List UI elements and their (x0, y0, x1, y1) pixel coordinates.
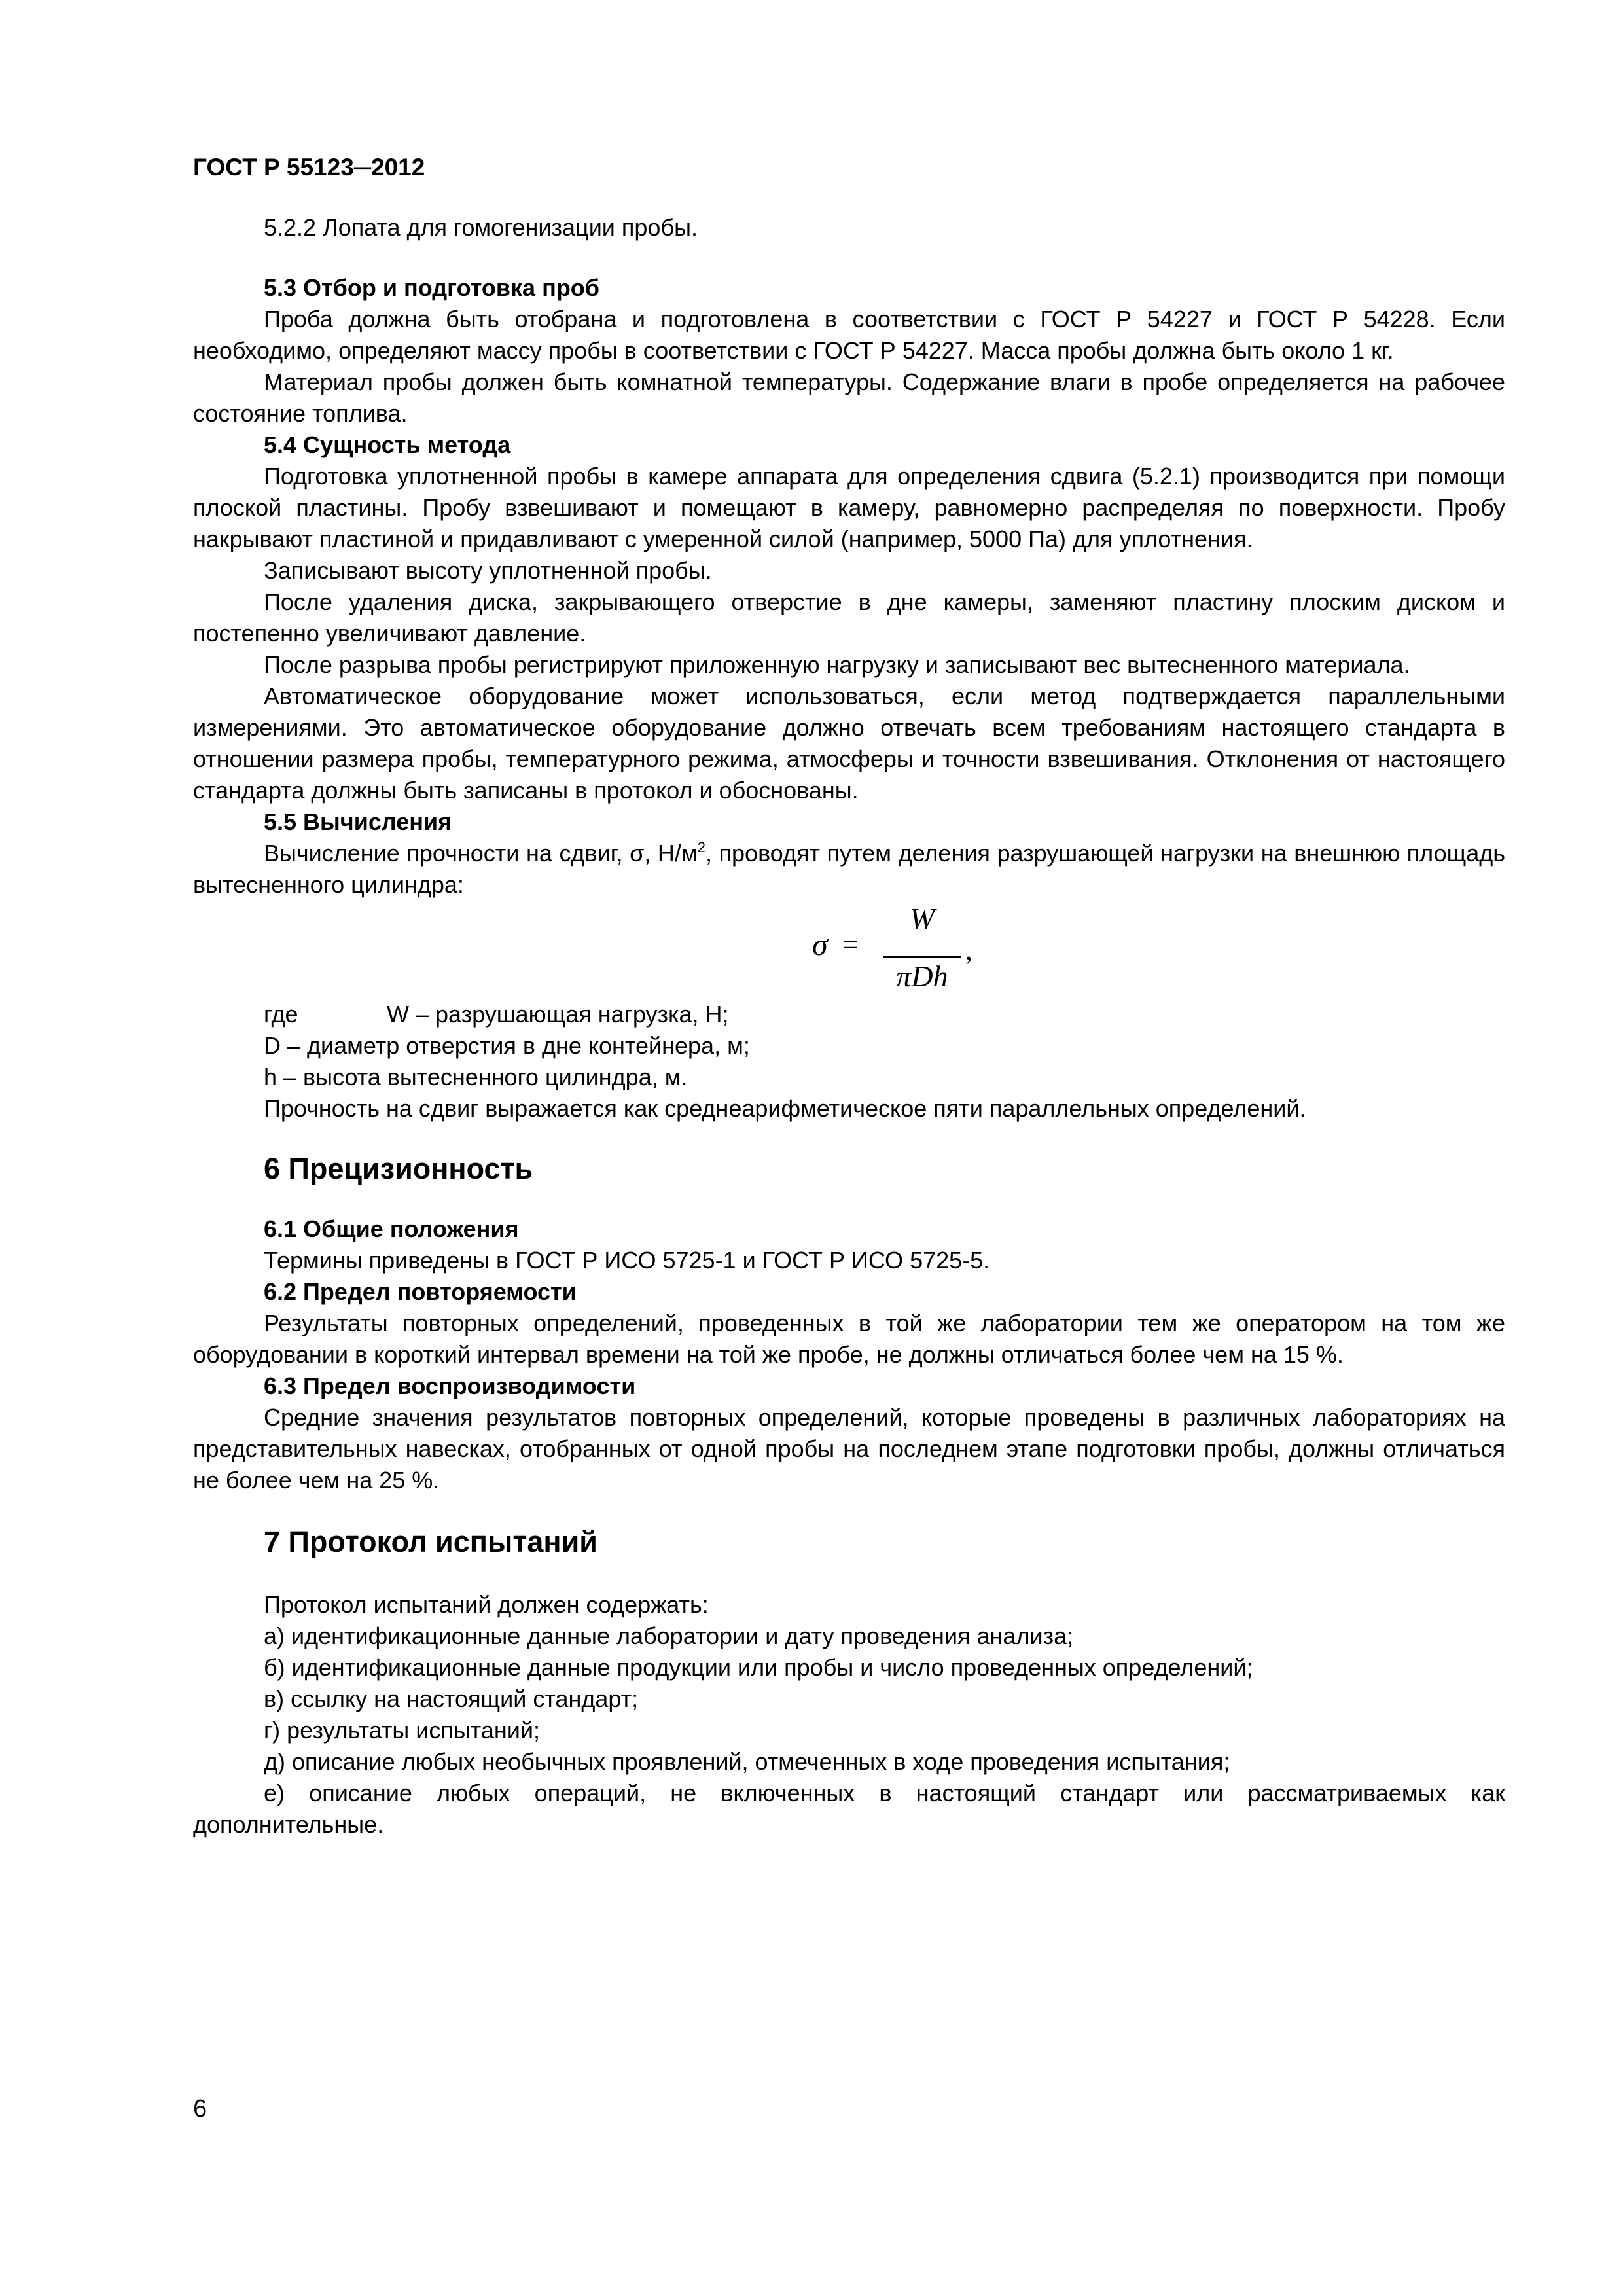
protocol-intro: Протокол испытаний должен содержать: (264, 1591, 709, 1618)
intro-text-a: Вычисление прочности на сдвиг, σ, Н/м (264, 840, 698, 867)
section-5-4-paragraph: После удаления диска, закрывающего отверстие в дне камеры, заменяют пластину плоским диском и постепенно увеличивают давление. (193, 588, 1505, 647)
item-5-2-2: 5.2.2 Лопата для гомогенизации пробы. (264, 214, 698, 241)
section-5-3-title: 5.3 Отбор и подготовка проб (264, 274, 600, 301)
section-5-4-paragraph: После разрыва пробы регистрируют приложенную нагрузку и записывают вес вытесненного материала. (264, 651, 1410, 678)
section-5-4-paragraph: Подготовка уплотненной пробы в камере аппарата для определения сдвига (5.2.1) производится при помощи плоской пластины. Пробу взвешивают и помещают в камеру, равномерно распределяя по поверхности. Пробу накрывают пластиной и придавливают с умеренной силой (например, 5000 Па) для уплотнения. (193, 463, 1505, 552)
protocol-list-item: е) описание любых операций, не включенных в настоящий стандарт или рассматриваемых как дополнительные. (193, 1780, 1505, 1838)
page-number: 6 (193, 2095, 207, 2123)
unit-superscript: 2 (697, 839, 705, 855)
formula-comma: , (965, 934, 972, 966)
document-page (193, 152, 1505, 1840)
document-header: ГОСТ Р 55123─2012 (193, 154, 425, 181)
section-5-3-paragraph: Материал пробы должен быть комнатной температуры. Содержание влаги в пробе определяется на рабочее состояние топлива. (193, 368, 1505, 427)
formula-numerator: W (909, 902, 935, 935)
section-6-3-text: Средние значения результатов повторных определений, которые проведены в различных лабораториях на представительных навесках, отобранных от одной пробы на последнем этапе подготовки пробы, должны отличаться не более чем на 25 %. (193, 1404, 1505, 1494)
result-statement: Прочность на сдвиг выражается как среднеарифметическое пяти параллельных определений. (264, 1095, 1306, 1122)
shear-strength-formula (193, 901, 1505, 999)
formula-denominator: πDh (896, 960, 948, 993)
where-d-definition: D – диаметр отверстия в дне контейнера, м; (264, 1032, 750, 1059)
section-6-1-text: Термины приведены в ГОСТ Р ИСО 5725-1 и ГОСТ Р ИСО 5725-5. (264, 1247, 990, 1274)
section-5-4-title: 5.4 Сущность метода (264, 431, 511, 458)
protocol-list-item: а) идентификационные данные лаборатории и дату проведения анализа; (264, 1623, 1074, 1649)
section-5-3-paragraph: Проба должна быть отобрана и подготовлена в соответствии с ГОСТ Р 54227 и ГОСТ Р 54228. Если необходимо, определяют массу пробы в соответствии с ГОСТ Р 54227. Масса пробы должна быть около 1 кг. (193, 306, 1505, 364)
section-6-1-title: 6.1 Общие положения (264, 1215, 519, 1242)
formula-lhs: σ (812, 927, 828, 962)
section-6-2-title: 6.2 Предел повторяемости (264, 1278, 577, 1305)
section-5-5-title: 5.5 Вычисления (264, 808, 452, 835)
protocol-list-item: г) результаты испытаний; (264, 1717, 540, 1744)
formula-equals: = (842, 929, 859, 961)
section-6-title: 6 Прецизионность (264, 1152, 533, 1185)
section-6-2-text: Результаты повторных определений, проведенных в той же лаборатории тем же оператором на том же оборудовании в короткий интервал времени на той же пробе, не должны отличаться более чем на 15 %. (193, 1310, 1505, 1368)
intro-text-b: , проводят путем деления разрушающей нагрузки на внешнюю площадь вытесненного цилиндра: (193, 840, 1506, 898)
section-5-4-paragraph: Автоматическое оборудование может использоваться, если метод подтверждается параллельными измерениями. Это автоматическое оборудование должно отвечать всем требованиям настоящего стандарта в отношении размера пробы, температурного режима, атмосферы и точности взвешивания. Отклонения от настоящего стандарта должны быть записаны в протокол и обоснованы. (193, 683, 1505, 804)
where-h-definition: h – высота вытесненного цилиндра, м. (264, 1064, 688, 1090)
protocol-list-item: б) идентификационные данные продукции или пробы и число проведенных определений; (264, 1654, 1253, 1681)
protocol-list-item: в) ссылку на настоящий стандарт; (264, 1685, 639, 1712)
section-7-title: 7 Протокол испытаний (264, 1525, 597, 1558)
where-w-definition: W – разрушающая нагрузка, Н; (387, 1001, 729, 1028)
section-6-3-title: 6.3 Предел воспроизводимости (264, 1372, 636, 1399)
section-5-4-paragraph: Записывают высоту уплотненной пробы. (264, 557, 712, 584)
formula-fraction-bar (883, 956, 961, 958)
where-label: где (264, 1001, 298, 1028)
protocol-list-item: д) описание любых необычных проявлений, отмеченных в ходе проведения испытания; (264, 1748, 1230, 1775)
where-row (193, 999, 1505, 1030)
section-5-5-intro (193, 838, 1505, 901)
